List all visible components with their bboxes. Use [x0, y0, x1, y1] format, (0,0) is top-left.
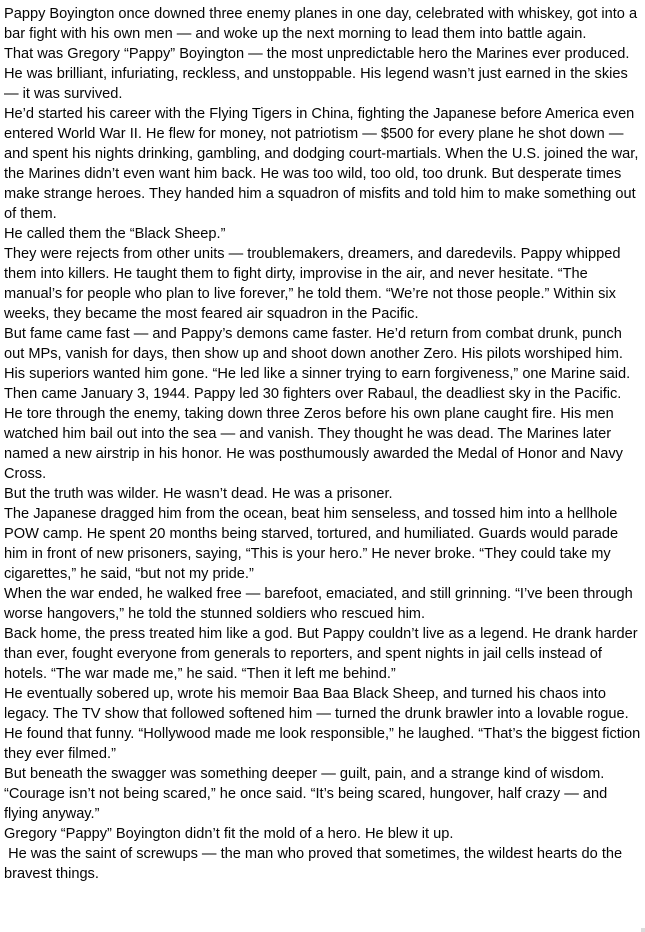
paragraph: But beneath the swagger was something deeper — guilt, pain, and a strange kind of wisdom. “Courage isn’t not being scared,” he once said. “It’s being scared, hungover, half crazy — and flying anyway.”	[4, 766, 608, 822]
corner-marker	[641, 928, 645, 932]
paragraph: He’d started his career with the Flying Tigers in China, fighting the Japanese before America even entered World War II. He flew for money, not patriotism — $500 for every plane he shot down — and spent his nights drinking, gambling, and dodging court-martials. When the U.S. joined the war, the Marines didn’t even want him back. He was too wild, too old, too drunk. But desperate times make strange heroes. They handed him a squadron of misfits and told him to make something out of them.	[4, 106, 639, 222]
paragraph: He was the saint of screwups — the man who proved that sometimes, the wildest hearts do the bravest things.	[4, 846, 627, 882]
paragraph: They were rejects from other units — troublemakers, dreamers, and daredevils. Pappy whipped them into killers. He taught them to fight dirty, improvise in the air, and never hesitate. “The manual’s for people who plan to live forever,” he told them. “We’re not those people.” Within six weeks, they became the most feared air squadron in the Pacific.	[4, 246, 621, 322]
paragraph: That was Gregory “Pappy” Boyington — the most unpredictable hero the Marines ever produced. He was brilliant, infuriating, reckless, and unstoppable. His legend wasn’t just earned in the skies — it was survived.	[4, 46, 630, 102]
post-body	[4, 4, 644, 884]
paragraph: But fame came fast — and Pappy’s demons came faster. He’d return from combat drunk, punch out MPs, vanish for days, then show up and shoot down another Zero. His pilots worshiped him. His superiors wanted him gone. “He led like a sinner trying to earn forgiveness,” one Marine said.	[4, 326, 631, 382]
paragraph: Then came January 3, 1944. Pappy led 30 fighters over Rabaul, the deadliest sky in the Pacific. He tore through the enemy, taking down three Zeros before his own plane caught fire. His men watched him bail out into the sea — and vanish. They thought he was dead. The Marines later named a new airstrip in his honor. He was posthumously awarded the Medal of Honor and Navy Cross.	[4, 386, 623, 482]
paragraph: Back home, the press treated him like a god. But Pappy couldn’t live as a legend. He drank harder than ever, fought everyone from generals to reporters, and spent nights in jail cells instead of hotels. “The war made me,” he said. “Then it left me behind.”	[4, 626, 638, 682]
paragraph: He called them the “Black Sheep.”	[4, 226, 226, 242]
paragraph: Gregory “Pappy” Boyington didn’t fit the mold of a hero. He blew it up.	[4, 826, 454, 842]
paragraph: But the truth was wilder. He wasn’t dead. He was a prisoner.	[4, 486, 393, 502]
paragraph: When the war ended, he walked free — barefoot, emaciated, and still grinning. “I’ve been through worse hangovers,” he told the stunned soldiers who rescued him.	[4, 586, 633, 622]
paragraph: Pappy Boyington once downed three enemy planes in one day, celebrated with whiskey, got into a bar fight with his own men — and woke up the next morning to lead them into battle again.	[4, 6, 638, 42]
paragraph: He eventually sobered up, wrote his memoir Baa Baa Black Sheep, and turned his chaos into legacy. The TV show that followed softened him — turned the drunk brawler into a lovable rogue. He found that funny. “Hollywood made me look responsible,” he laughed. “That’s the biggest fiction they ever filmed.”	[4, 686, 641, 762]
paragraph: The Japanese dragged him from the ocean, beat him senseless, and tossed him into a hellhole POW camp. He spent 20 months being starved, tortured, and humiliated. Guards would parade him in front of new prisoners, saying, “This is your hero.” He never broke. “They could take my cigarettes,” he said, “but not my pride.”	[4, 506, 619, 582]
